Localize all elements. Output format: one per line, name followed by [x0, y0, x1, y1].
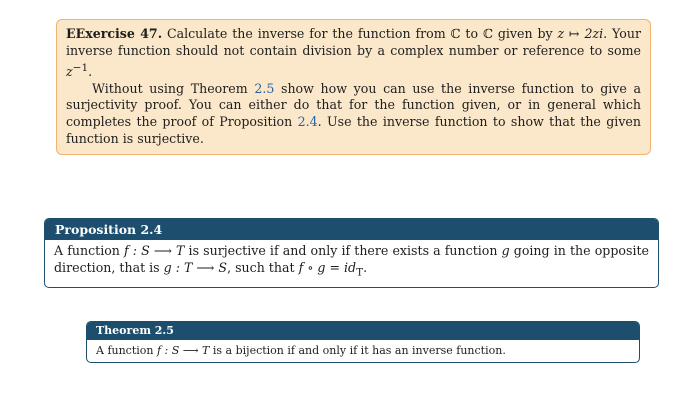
theorem-box — [86, 321, 640, 363]
proposition-reference-link[interactable]: 2.4 — [297, 114, 318, 130]
exercise-text: . Use the inverse function to show that the given function is surjective. — [66, 114, 641, 146]
math-subscript: T — [356, 266, 364, 279]
math-g-map: g : T ⟶ S — [163, 259, 228, 275]
proposition-body — [45, 240, 658, 287]
exercise-text: . Your inverse function should not contain division by a complex number or reference to some — [66, 26, 641, 58]
exercise-text: show how you can use the inverse function to give a surjectivity proof. You can either do that for the function given, or in general which completes the proof of Proposition — [66, 80, 641, 130]
proposition-title: Proposition 2.4 — [45, 219, 658, 240]
math-composition: f ∘ g = id — [298, 259, 357, 275]
exercise-paragraph-2 — [66, 81, 641, 148]
math-f-map: f : S ⟶ T — [124, 243, 185, 258]
proposition-text: is surjective if and only if there exists a function — [184, 243, 502, 258]
exercise-box — [56, 19, 651, 155]
math-z: z — [66, 63, 73, 79]
exercise-text: . — [88, 63, 93, 79]
math-exponent: −1 — [72, 61, 89, 74]
proposition-box — [44, 218, 659, 288]
proposition-text: , such that — [227, 259, 299, 275]
exercise-paragraph-1 — [66, 26, 641, 81]
exercise-text: Calculate the inverse for the function from ℂ to ℂ given by — [166, 26, 558, 41]
math-map: z ↦ 2zi — [557, 26, 604, 41]
proposition-text: going in the opposite direction, that is — [54, 243, 649, 275]
proposition-text: . — [363, 259, 368, 275]
exercise-text: Without using Theorem — [92, 80, 255, 96]
theorem-title: Theorem 2.5 — [87, 322, 639, 340]
math-g: g — [501, 243, 510, 258]
theorem-text: A function — [96, 344, 157, 357]
math-f-map: f : S ⟶ T — [156, 344, 210, 357]
theorem-reference-link[interactable]: 2.5 — [254, 80, 275, 96]
theorem-body — [87, 340, 639, 362]
exercise-label: EExercise 47. — [66, 26, 163, 41]
proposition-text: A function — [54, 243, 125, 258]
theorem-text: is a bijection if and only if it has an inverse function. — [209, 344, 506, 357]
